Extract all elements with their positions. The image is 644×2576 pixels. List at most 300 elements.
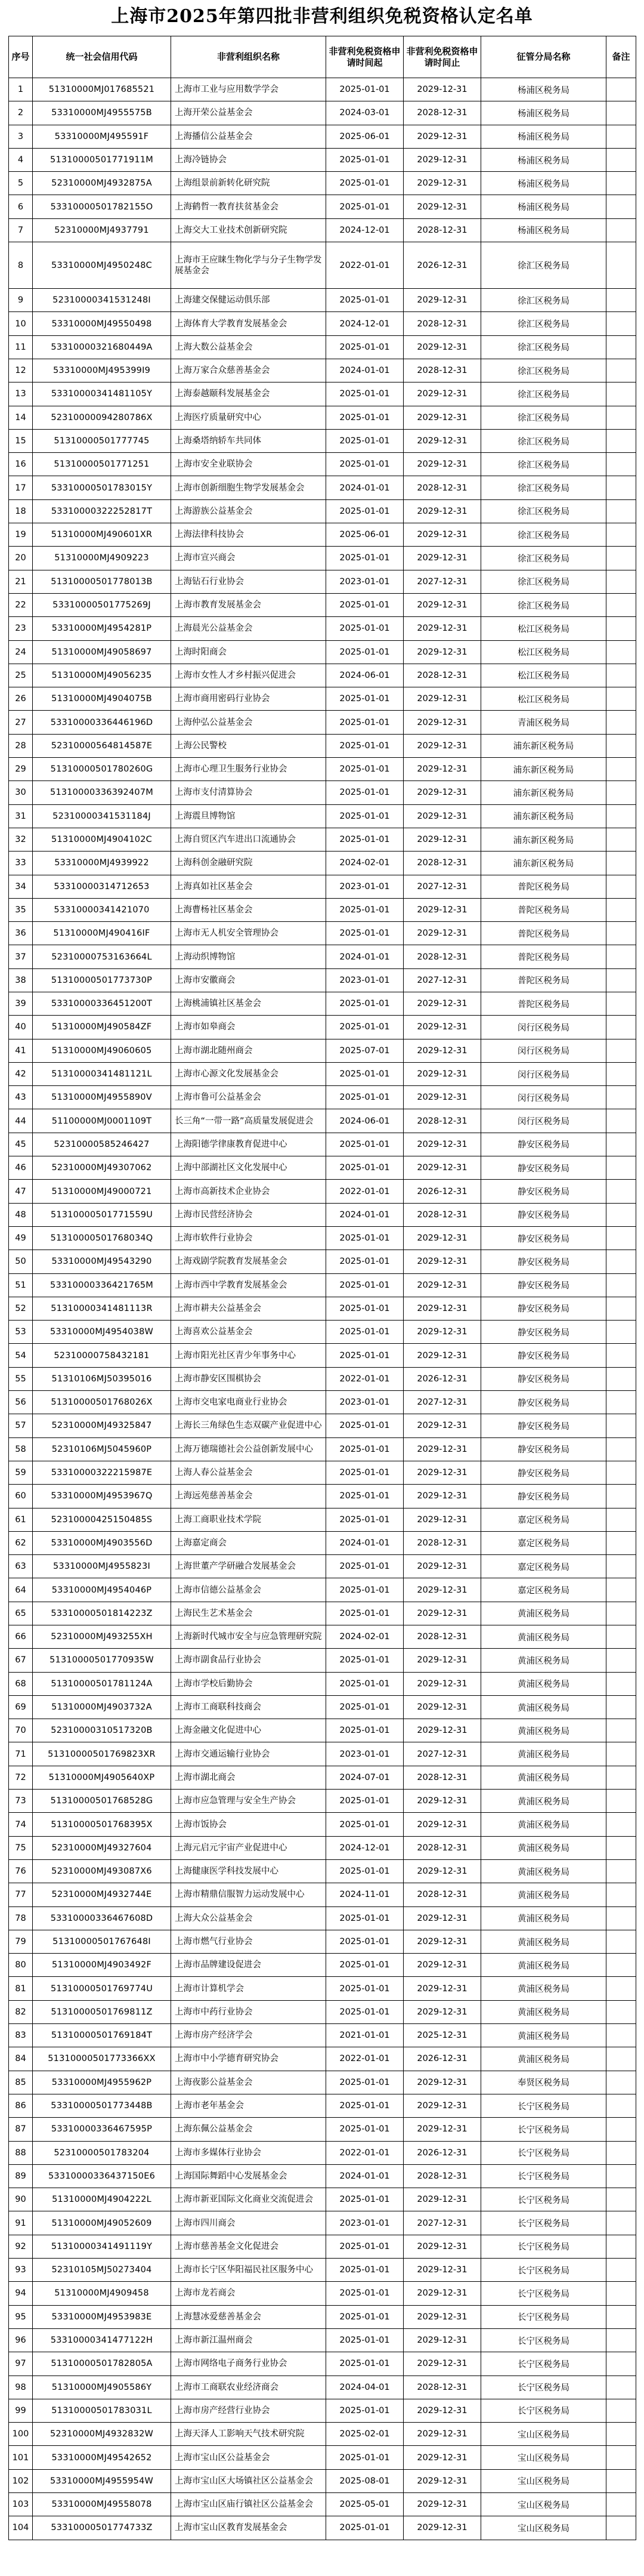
row-seq: 2 [9,101,33,125]
row-tax-bureau: 黄浦区税务局 [481,1883,606,1906]
row-end-date: 2029-12-31 [404,2305,481,2328]
row-end-date: 2028-12-31 [404,2164,481,2188]
row-seq: 72 [9,1766,33,1789]
row-start-date: 2025-01-01 [326,2188,404,2211]
row-start-date: 2025-01-01 [326,617,404,640]
table-row [9,687,636,711]
row-note [606,1883,636,1906]
table-row [9,734,636,757]
row-start-date: 2025-01-01 [326,2118,404,2141]
row-note [606,1649,636,1672]
row-end-date: 2029-12-31 [404,289,481,312]
row-seq: 59 [9,1461,33,1484]
row-seq: 10 [9,312,33,335]
row-tax-bureau: 黄浦区税务局 [481,2000,606,2023]
row-note [606,1719,636,1742]
table-row [9,1930,636,1953]
row-seq: 81 [9,1977,33,2000]
row-credit-code: 52310000585246427 [33,1133,171,1156]
row-end-date: 2029-12-31 [404,2399,481,2422]
row-credit-code: 52310000094280786X [33,406,171,429]
row-note [606,1062,636,1085]
row-tax-bureau: 嘉定区税务局 [481,1555,606,1578]
row-credit-code: 52310000MJ4932875A [33,172,171,195]
row-seq: 68 [9,1672,33,1695]
row-start-date: 2025-01-01 [326,992,404,1015]
row-end-date: 2029-12-31 [404,1695,481,1719]
row-credit-code: 52310000MJ49307062 [33,1156,171,1180]
row-start-date: 2025-01-01 [326,1859,404,1883]
table-row [9,406,636,429]
row-start-date: 2025-01-01 [326,1977,404,2000]
row-org-name: 上海市老年基金会 [171,2094,326,2117]
row-note [606,2118,636,2141]
row-start-date: 2025-01-01 [326,1485,404,1508]
row-seq: 52 [9,1297,33,1320]
row-end-date: 2029-12-31 [404,1906,481,1930]
row-end-date: 2029-12-31 [404,2469,481,2492]
row-end-date: 2028-12-31 [404,1625,481,1649]
row-tax-bureau: 静安区税务局 [481,1344,606,1367]
row-tax-bureau: 静安区税务局 [481,1321,606,1344]
row-org-name: 上海市交通运输行业协会 [171,1742,326,1766]
row-end-date: 2029-12-31 [404,429,481,452]
row-tax-bureau: 普陀区税务局 [481,922,606,945]
row-tax-bureau: 静安区税务局 [481,1226,606,1250]
row-note [606,1086,636,1109]
row-end-date: 2029-12-31 [404,992,481,1015]
row-note [606,1461,636,1484]
row-credit-code: 52310000310517320B [33,1719,171,1742]
row-tax-bureau: 静安区税务局 [481,1297,606,1320]
table-row [9,242,636,289]
row-org-name: 上海东佩公益基金会 [171,2118,326,2141]
row-start-date: 2025-01-01 [326,1226,404,1250]
table-row [9,828,636,851]
row-note [606,429,636,452]
row-end-date: 2028-12-31 [404,852,481,875]
row-tax-bureau: 长宁区税务局 [481,2164,606,2188]
row-org-name: 上海健康医学科技发展中心 [171,1859,326,1883]
table-row [9,1742,636,1766]
row-seq: 94 [9,2282,33,2305]
row-seq: 5 [9,172,33,195]
row-tax-bureau: 杨浦区税务局 [481,148,606,171]
row-tax-bureau: 静安区税务局 [481,1156,606,1180]
row-tax-bureau: 黄浦区税务局 [481,1719,606,1742]
header-end-date: 非营利免税资格申请时间止 [404,36,481,78]
row-tax-bureau: 长宁区税务局 [481,2211,606,2235]
row-end-date: 2029-12-31 [404,2282,481,2305]
row-seq: 30 [9,781,33,804]
header-seq: 序号 [9,36,33,78]
row-note [606,359,636,382]
row-org-name: 上海市慈善基金文化促进会 [171,2235,326,2258]
table-row [9,1954,636,1977]
row-note [606,1695,636,1719]
row-org-name: 上海国际舞蹈中心发展基金会 [171,2164,326,2188]
row-note [606,172,636,195]
row-credit-code: 53310000MJ49558078 [33,2492,171,2516]
row-start-date: 2024-03-01 [326,101,404,125]
row-seq: 36 [9,922,33,945]
row-seq: 104 [9,2516,33,2540]
row-tax-bureau: 黄浦区税务局 [481,1602,606,1625]
row-tax-bureau: 静安区税务局 [481,1133,606,1156]
row-tax-bureau: 黄浦区税务局 [481,1977,606,2000]
table-row [9,1790,636,1813]
row-note [606,1578,636,1602]
row-credit-code: 53310000501782155O [33,195,171,218]
row-credit-code: 53310000MJ4954038W [33,1321,171,1344]
row-org-name: 上海自贸区汽车进出口流通协会 [171,828,326,851]
row-tax-bureau: 徐汇区税务局 [481,312,606,335]
row-credit-code: 51310000MJ4905586Y [33,2376,171,2399]
row-credit-code: 51310106MJ50395016 [33,1367,171,1390]
row-start-date: 2025-01-01 [326,1016,404,1039]
row-seq: 62 [9,1531,33,1554]
row-credit-code: 51310000MJ4909223 [33,547,171,570]
row-seq: 27 [9,711,33,734]
row-tax-bureau: 黄浦区税务局 [481,1672,606,1695]
row-org-name: 上海市应急管理与安全生产协会 [171,1790,326,1813]
row-end-date: 2027-12-31 [404,570,481,593]
row-start-date: 2025-01-01 [326,1954,404,1977]
row-end-date: 2029-12-31 [404,547,481,570]
row-note [606,148,636,171]
row-tax-bureau: 浦东新区税务局 [481,852,606,875]
row-end-date: 2029-12-31 [404,2492,481,2516]
row-org-name: 上海市心理卫生服务行业协会 [171,758,326,781]
row-start-date: 2025-01-01 [326,1250,404,1273]
row-credit-code: 51310000341481113R [33,1297,171,1320]
row-end-date: 2029-12-31 [404,1086,481,1109]
table-row [9,1367,636,1390]
row-org-name: 上海市饭协会 [171,1813,326,1836]
row-org-name: 上海市教育发展基金会 [171,593,326,616]
row-end-date: 2029-12-31 [404,2188,481,2211]
table-row [9,2399,636,2422]
row-credit-code: 51310000501769184T [33,2024,171,2047]
row-seq: 73 [9,1790,33,1813]
table-row [9,664,636,687]
row-credit-code: 53310000MJ4955954W [33,2469,171,2492]
row-start-date: 2025-01-01 [326,2071,404,2094]
row-credit-code: 51310000MJ49000721 [33,1180,171,1203]
row-seq: 96 [9,2328,33,2352]
row-seq: 24 [9,640,33,664]
row-credit-code: 51310000MJ4955890V [33,1086,171,1109]
row-credit-code: 53310000501775269J [33,593,171,616]
row-tax-bureau: 杨浦区税务局 [481,101,606,125]
row-org-name: 上海游族公益基金会 [171,499,326,523]
row-credit-code: 51310000341491119Y [33,2235,171,2258]
table-row [9,1813,636,1836]
row-start-date: 2025-01-01 [326,1719,404,1742]
row-credit-code: 51310000501771251 [33,453,171,476]
row-start-date: 2025-05-01 [326,2492,404,2516]
row-tax-bureau: 长宁区税务局 [481,2188,606,2211]
row-note [606,2352,636,2376]
row-note [606,1109,636,1133]
row-start-date: 2025-01-01 [326,499,404,523]
table-row [9,1485,636,1508]
table-row [9,2305,636,2328]
table-row [9,781,636,804]
row-tax-bureau: 杨浦区税务局 [481,195,606,218]
row-end-date: 2025-12-31 [404,2024,481,2047]
row-credit-code: 51310000501780260G [33,758,171,781]
row-seq: 8 [9,242,33,289]
row-seq: 69 [9,1695,33,1719]
row-end-date: 2029-12-31 [404,1790,481,1813]
row-credit-code: 51310000501783031L [33,2399,171,2422]
row-org-name: 上海科创金融研究院 [171,852,326,875]
row-seq: 66 [9,1625,33,1649]
row-seq: 32 [9,828,33,851]
row-note [606,523,636,547]
row-credit-code: 53310000MJ4953967Q [33,1485,171,1508]
header-credit-code: 统一社会信用代码 [33,36,171,78]
row-org-name: 上海震旦博物馆 [171,804,326,828]
row-end-date: 2029-12-31 [404,382,481,406]
row-end-date: 2029-12-31 [404,687,481,711]
row-tax-bureau: 静安区税务局 [481,1461,606,1484]
row-start-date: 2025-01-01 [326,1414,404,1437]
row-credit-code: 51310000341481121L [33,1062,171,1085]
row-end-date: 2029-12-31 [404,1508,481,1531]
row-start-date: 2025-01-01 [326,78,404,101]
row-start-date: 2024-04-01 [326,2376,404,2399]
row-tax-bureau: 黄浦区税务局 [481,1930,606,1953]
row-credit-code: 51310000501773366XX [33,2047,171,2071]
row-seq: 78 [9,1906,33,1930]
row-start-date: 2025-01-01 [326,1602,404,1625]
row-start-date: 2024-01-01 [326,1203,404,1226]
row-start-date: 2024-12-01 [326,1836,404,1859]
table-row [9,804,636,828]
row-seq: 88 [9,2141,33,2164]
row-org-name: 上海组景前新转化研究院 [171,172,326,195]
row-start-date: 2024-12-01 [326,312,404,335]
row-note [606,2259,636,2282]
table-row [9,2000,636,2023]
row-seq: 18 [9,499,33,523]
row-start-date: 2025-01-01 [326,1649,404,1672]
row-end-date: 2029-12-31 [404,922,481,945]
row-end-date: 2029-12-31 [404,1414,481,1437]
row-org-name: 上海市无人机安全管理协会 [171,922,326,945]
table-body [9,78,636,2540]
row-end-date: 2029-12-31 [404,2516,481,2540]
row-start-date: 2025-01-01 [326,547,404,570]
row-credit-code: 52310000501783204 [33,2141,171,2164]
row-end-date: 2026-12-31 [404,1367,481,1390]
row-org-name: 上海交大工业技术创新研究院 [171,218,326,242]
row-note [606,195,636,218]
row-credit-code: 51310000MJ49056235 [33,664,171,687]
row-end-date: 2028-12-31 [404,1836,481,1859]
row-tax-bureau: 黄浦区税务局 [481,1695,606,1719]
row-seq: 90 [9,2188,33,2211]
table-row [9,218,636,242]
row-credit-code: 51310000501770935W [33,1649,171,1672]
row-tax-bureau: 黄浦区税务局 [481,2047,606,2071]
row-org-name: 上海大数公益基金会 [171,335,326,359]
table-row [9,852,636,875]
row-start-date: 2023-01-01 [326,1742,404,1766]
table-row [9,148,636,171]
row-org-name: 上海市耕夫公益基金会 [171,1297,326,1320]
row-start-date: 2025-01-01 [326,1461,404,1484]
row-credit-code: 53310000341477122H [33,2328,171,2352]
table-row [9,968,636,992]
row-seq: 65 [9,1602,33,1625]
row-note [606,617,636,640]
row-credit-code: 51310000MJ4909458 [33,2282,171,2305]
row-start-date: 2025-01-01 [326,1906,404,1930]
table-row [9,711,636,734]
row-org-name: 上海桃浦镇社区基金会 [171,992,326,1015]
table-row [9,1156,636,1180]
row-start-date: 2025-01-01 [326,1344,404,1367]
row-org-name: 上海泰越颐科发展基金会 [171,382,326,406]
row-end-date: 2029-12-31 [404,828,481,851]
row-org-name: 上海市新亚国际文化商业交流促进会 [171,2188,326,2211]
table-row [9,617,636,640]
row-seq: 54 [9,1344,33,1367]
row-start-date: 2025-01-01 [326,453,404,476]
row-note [606,664,636,687]
header-start-date: 非营利免税资格申请时间起 [326,36,404,78]
row-start-date: 2024-01-01 [326,359,404,382]
row-org-name: 上海市支付清算协会 [171,781,326,804]
row-end-date: 2029-12-31 [404,1062,481,1085]
row-end-date: 2029-12-31 [404,1578,481,1602]
row-credit-code: 53310000MJ4950248C [33,242,171,289]
row-note [606,125,636,148]
row-org-name: 上海人春公益基金会 [171,1461,326,1484]
row-credit-code: 51310000501773730P [33,968,171,992]
row-tax-bureau: 黄浦区税务局 [481,1790,606,1813]
row-tax-bureau: 杨浦区税务局 [481,218,606,242]
row-org-name: 上海阳德学律康教育促进中心 [171,1133,326,1156]
row-start-date: 2025-01-01 [326,2328,404,2352]
row-end-date: 2029-12-31 [404,1672,481,1695]
row-note [606,922,636,945]
row-start-date: 2025-01-01 [326,2399,404,2422]
row-credit-code: 53310000336451200T [33,992,171,1015]
row-note [606,312,636,335]
row-credit-code: 51310000501768528G [33,1790,171,1813]
row-start-date: 2022-01-01 [326,1180,404,1203]
row-end-date: 2029-12-31 [404,1813,481,1836]
row-note [606,1790,636,1813]
row-seq: 46 [9,1156,33,1180]
row-start-date: 2025-01-01 [326,2235,404,2258]
row-org-name: 上海市阳光社区青少年事务中心 [171,1344,326,1367]
row-tax-bureau: 长宁区税务局 [481,2282,606,2305]
row-org-name: 上海市新江温州商会 [171,2328,326,2352]
row-note [606,2024,636,2047]
table-row [9,1531,636,1554]
table-row [9,382,636,406]
row-start-date: 2025-06-01 [326,125,404,148]
row-end-date: 2029-12-31 [404,1461,481,1484]
row-tax-bureau: 黄浦区税务局 [481,1625,606,1649]
row-end-date: 2029-12-31 [404,2094,481,2117]
row-credit-code: 51310000501769774U [33,1977,171,2000]
row-start-date: 2023-01-01 [326,2211,404,2235]
row-note [606,945,636,968]
row-tax-bureau: 静安区税务局 [481,1367,606,1390]
row-seq: 74 [9,1813,33,1836]
row-start-date: 2025-01-01 [326,758,404,781]
table-row [9,2259,636,2282]
row-org-name: 上海时阳商会 [171,640,326,664]
row-tax-bureau: 徐汇区税务局 [481,429,606,452]
row-start-date: 2025-01-01 [326,781,404,804]
table-row [9,1250,636,1273]
row-end-date: 2028-12-31 [404,101,481,125]
row-note [606,335,636,359]
row-start-date: 2025-01-01 [326,804,404,828]
row-seq: 99 [9,2399,33,2422]
row-tax-bureau: 闵行区税务局 [481,1109,606,1133]
row-tax-bureau: 徐汇区税务局 [481,359,606,382]
row-end-date: 2029-12-31 [404,2446,481,2469]
row-end-date: 2029-12-31 [404,1226,481,1250]
row-note [606,2164,636,2188]
row-credit-code: 53310000MJ495399I9 [33,359,171,382]
row-tax-bureau: 普陀区税务局 [481,945,606,968]
row-start-date: 2025-01-01 [326,1133,404,1156]
row-org-name: 上海元启元宇宙产业促进中心 [171,1836,326,1859]
row-org-name: 上海冷链协会 [171,148,326,171]
row-end-date: 2029-12-31 [404,1954,481,1977]
table-row [9,2376,636,2399]
row-note [606,1273,636,1297]
row-tax-bureau: 长宁区税务局 [481,2376,606,2399]
table-row [9,195,636,218]
table-row [9,2024,636,2047]
table-row [9,523,636,547]
row-org-name: 上海开荣公益基金会 [171,101,326,125]
row-credit-code: 52310000MJ493087X6 [33,1859,171,1883]
row-seq: 38 [9,968,33,992]
row-org-name: 上海市宝山区大场镇社区公益基金会 [171,2469,326,2492]
row-tax-bureau: 浦东新区税务局 [481,758,606,781]
table-row [9,922,636,945]
row-seq: 95 [9,2305,33,2328]
row-end-date: 2029-12-31 [404,734,481,757]
row-seq: 64 [9,1578,33,1602]
row-note [606,1672,636,1695]
row-credit-code: 51310000MJ4903492F [33,1954,171,1977]
row-credit-code: 53310000341481105Y [33,382,171,406]
row-org-name: 上海市宣兴商会 [171,547,326,570]
row-credit-code: 52310000MJ4932832W [33,2423,171,2446]
row-end-date: 2029-12-31 [404,1649,481,1672]
row-start-date: 2024-07-01 [326,1766,404,1789]
row-tax-bureau: 静安区税务局 [481,1180,606,1203]
table-row [9,1555,636,1578]
table-row [9,1461,636,1484]
row-tax-bureau: 长宁区税务局 [481,2399,606,2422]
row-org-name: 上海天泽人工影响天气技术研究院 [171,2423,326,2446]
row-tax-bureau: 普陀区税务局 [481,875,606,898]
row-tax-bureau: 徐汇区税务局 [481,570,606,593]
